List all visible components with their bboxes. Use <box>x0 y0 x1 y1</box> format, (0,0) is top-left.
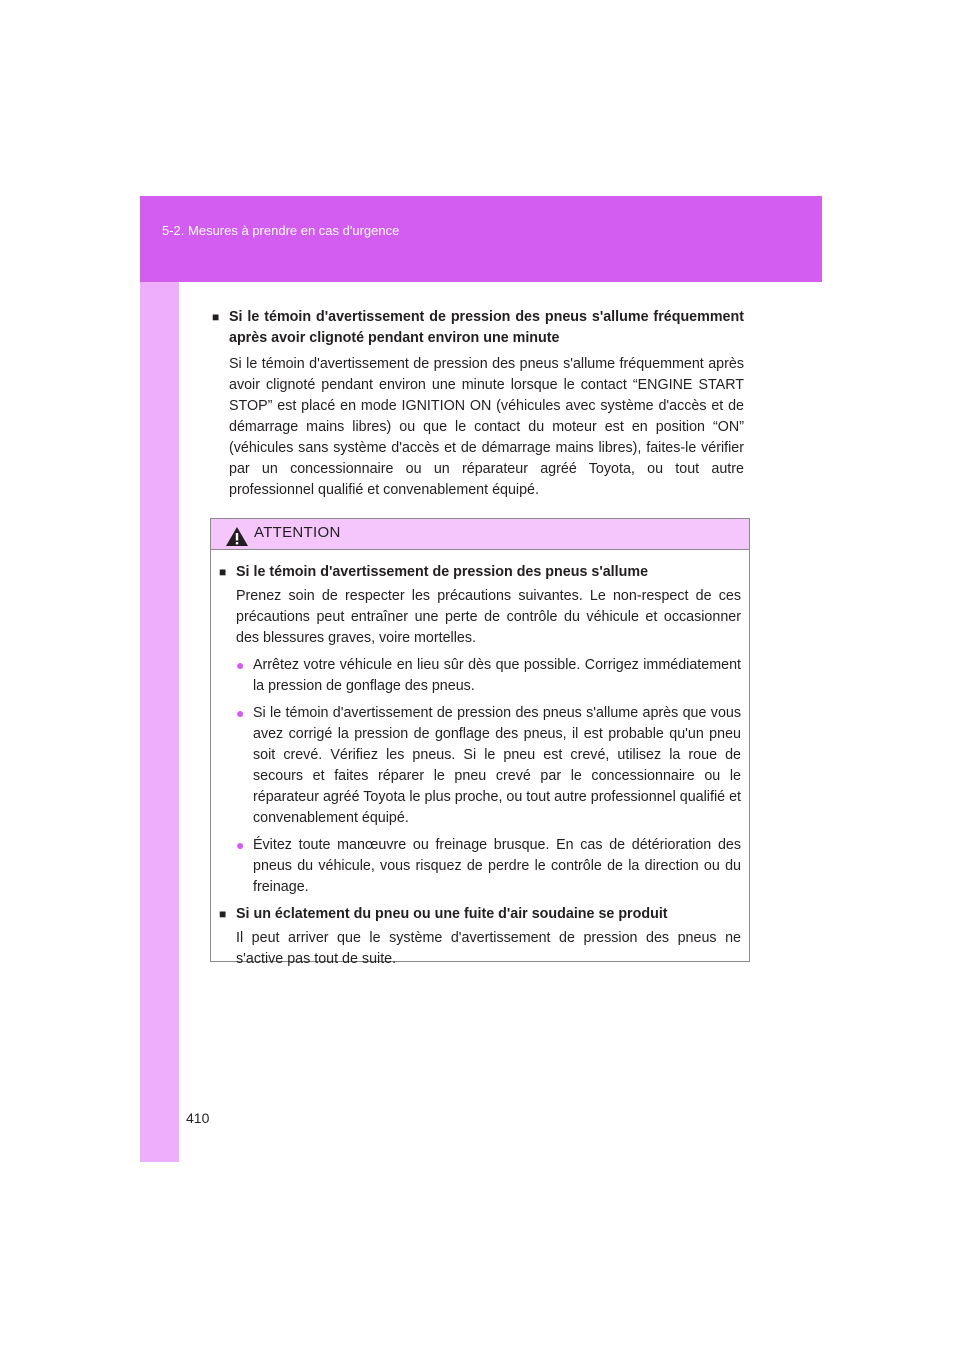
caution-title: ATTENTION <box>254 524 341 541</box>
round-bullet-icon: ● <box>236 705 245 721</box>
section-title: 5-2. Mesures à prendre en cas d'urgence <box>162 223 400 238</box>
square-bullet-icon: ■ <box>219 907 227 921</box>
caution-bullet-text: Arrêtez votre véhicule en lieu sûr dès que possible. Corrigez immédiatement la pression de gonflage des pneus. <box>253 657 741 694</box>
caution-heading-2 <box>219 904 741 925</box>
caution-body <box>211 550 749 970</box>
round-bullet-icon: ● <box>236 837 245 853</box>
caution-paragraph-1: Prenez soin de respecter les précautions suivantes. Le non-respect de ces précautions peut entraîner une perte de contrôle du véhicule et occasionner des blessures graves, voire mortelles. <box>236 588 741 646</box>
round-bullet-icon: ● <box>236 657 245 673</box>
caution-heading-1-text: Si le témoin d'avertissement de pression des pneus s'allume <box>236 564 649 580</box>
warning-triangle-icon <box>225 526 249 547</box>
caution-paragraph-2: Il peut arriver que le système d'avertissement de pression des pneus ne s'active pas tout de suite. <box>236 930 741 967</box>
section-header-band <box>140 196 822 282</box>
main-paragraph: Si le témoin d'avertissement de pression des pneus s'allume fréquemment après avoir clignoté pendant environ une minute lorsque le contact “ENGINE START STOP” est placé en mode IGNITION ON (véhicules avec système d'accès et de démarrage mains libres) ou que le contact du moteur est en position “ON” (véhicules sans système d'accès et de démarrage mains libres), faites-le vérifier par un concessionnaire ou un réparateur agréé Toyota, ou tout autre professionnel qualifié et convenablement équipé. <box>229 356 744 498</box>
caution-bullet-item <box>236 835 741 898</box>
caution-bullet-text: Évitez toute manœuvre ou freinage brusque. En cas de détérioration des pneus du véhicule, vous risquez de perdre le contrôle de la direction ou du freinage. <box>253 837 741 895</box>
caution-box <box>210 518 750 967</box>
main-section <box>212 307 744 501</box>
square-bullet-icon: ■ <box>219 565 227 579</box>
caution-bullet-item <box>236 703 741 829</box>
main-heading-text: Si le témoin d'avertissement de pression des pneus s'allume fréquemment après avoir clignoté pendant environ une minute <box>229 309 744 346</box>
side-tab-strip <box>140 282 179 1162</box>
caution-heading-2-text: Si un éclatement du pneu ou une fuite d'air soudaine se produit <box>236 906 668 922</box>
square-bullet-icon: ■ <box>212 310 220 324</box>
caution-heading-1 <box>219 562 741 583</box>
main-heading <box>212 307 744 349</box>
caution-bullet-text: Si le témoin d'avertissement de pression des pneus s'allume après que vous avez corrigé la pression de gonflage des pneus, il est probable qu'un pneu soit crevé. Vérifiez les pneus. Si le pneu est crevé, utilisez la roue de secours et faites réparer le pneu crevé par le concessionnaire ou le réparateur agréé Toyota le plus proche, ou tout autre professionnel qualifié et convenablement équipé. <box>253 705 741 826</box>
caution-header <box>211 519 749 550</box>
page-number: 410 <box>186 1110 210 1126</box>
caution-bullet-item <box>236 655 741 697</box>
